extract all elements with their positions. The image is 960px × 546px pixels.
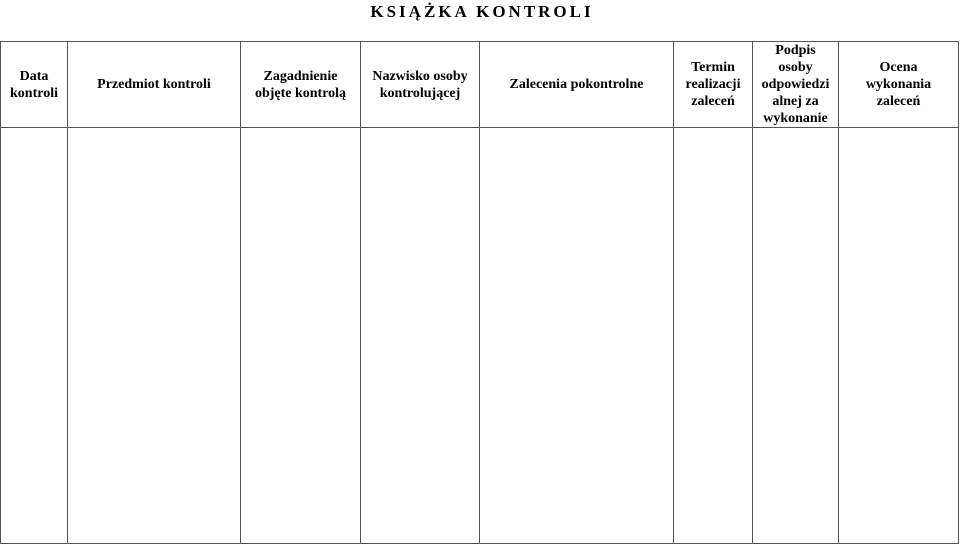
column-header-label: Nazwisko osoby kontrolującej (372, 68, 468, 101)
table-cell-assessment (839, 128, 959, 544)
table-row (1, 128, 959, 544)
column-header-date (1, 42, 68, 128)
column-header-signature (753, 42, 839, 128)
column-header-inspector (361, 42, 480, 128)
column-header-label: Termin realizacji zaleceń (685, 60, 741, 109)
column-header-label: Przedmiot kontroli (97, 77, 211, 92)
control-log-table (0, 41, 959, 544)
column-header-recommendations (480, 42, 674, 128)
page-title: KSIĄŻKA KONTROLI (370, 2, 594, 21)
column-header-label: Data kontroli (10, 68, 58, 101)
table-cell-inspector (361, 128, 480, 544)
table-header-row (1, 42, 959, 128)
column-header-label: Ocena wykonania zaleceń (865, 60, 932, 109)
column-header-deadline (674, 42, 753, 128)
column-header-assessment (839, 42, 959, 128)
table-cell-scope (241, 128, 361, 544)
column-header-scope (241, 42, 361, 128)
column-header-subject (68, 42, 241, 128)
column-header-label: Zalecenia pokontrolne (509, 77, 644, 92)
table-cell-recommendations (480, 128, 674, 544)
column-header-label: Zagadnienie objęte kontrolą (254, 68, 347, 101)
table-cell-date (1, 128, 68, 544)
table-cell-subject (68, 128, 241, 544)
table-cell-signature (753, 128, 839, 544)
table-cell-deadline (674, 128, 753, 544)
column-header-label: Podpis osoby odpowiedzi alnej za wykonanie (761, 43, 830, 126)
